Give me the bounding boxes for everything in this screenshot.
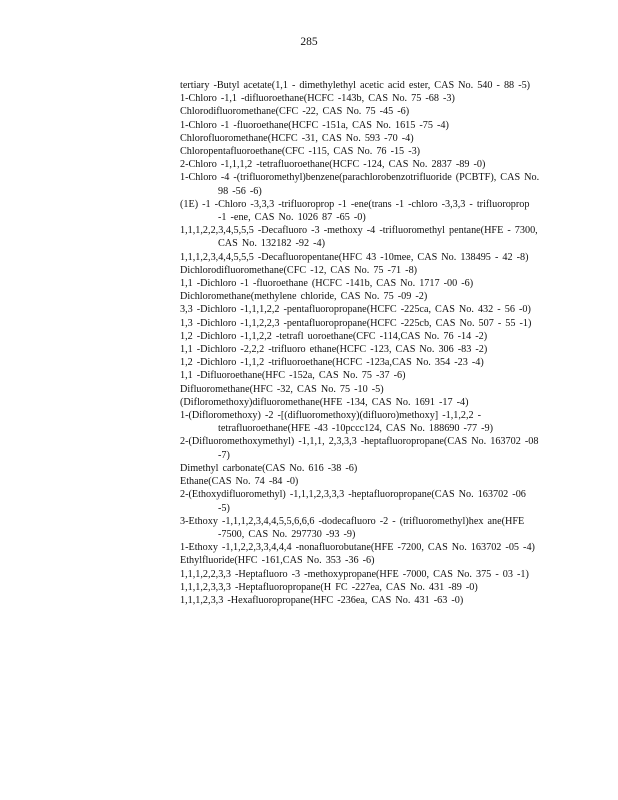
- chemical-entry: 1,1,1,2,2,3,4,5,5,5 -Decafluoro -3 -methoxy -4 -trifluoromethyl pentane(HFE - 7300, CAS No. 132182 -92 -4): [180, 225, 538, 250]
- chemical-entry: Dichlorodifluoromethane(CFC -12, CAS No. 75 -71 -8): [180, 264, 418, 276]
- chemical-entry: 1-Ethoxy -1,1,2,2,3,3,4,4,4 -nonafluorobutane(HFE -7200, CAS No. 163702 -05 -4): [180, 542, 535, 554]
- chemical-entry: 1,2 -Dichloro -1,1,2 -trifluoroethane(HCFC -123a,CAS No. 354 -23 -4): [180, 357, 484, 369]
- chemical-entry: tertiary -Butyl acetate(1,1 - dimethylethyl acetic acid ester, CAS No. 540 - 88 -5): [180, 80, 531, 91]
- chemical-entry: 1,1,1,2,3,4,4,5,5,5 -Decafluoropentane(HFC 43 -10mee, CAS No. 138495 - 42 -8): [180, 251, 529, 263]
- chemical-entry: 1,2 -Dichloro -1,1,2,2 -tetrafl uoroethane(CFC -114,CAS No. 76 -14 -2): [180, 330, 488, 342]
- chemical-entry: 1-Chloro -4 -(trifluoromethyl)benzene(parachlorobenzotrifluoride (PCBTF), CAS No. 98 -56 -6): [180, 172, 540, 197]
- page-number: 285: [300, 36, 318, 48]
- chemical-entry: 1-Chloro -1,1 -difluoroethane(HCFC -143b, CAS No. 75 -68 -3): [180, 93, 455, 105]
- chemical-entry: Ethylfluoride(HFC -161,CAS No. 353 -36 -6): [180, 555, 375, 567]
- chemical-entry: 1,1 -Difluoroethane(HFC -152a, CAS No. 75 -37 -6): [180, 370, 406, 382]
- chemical-entry: 1-Chloro -1 -fluoroethane(HCFC -151a, CAS No. 1615 -75 -4): [180, 119, 449, 131]
- chemical-entry: 2-(Difluoromethoxymethyl) -1,1,1, 2,3,3,3 -heptafluoropropane(CAS No. 163702 -08 -7): [180, 436, 539, 461]
- chemical-entry: Ethane(CAS No. 74 -84 -0): [180, 476, 299, 488]
- chemical-entry: 3,3 -Dichloro -1,1,1,2,2 -pentafluoropropane(HCFC -225ca, CAS No. 432 - 56 -0): [180, 304, 531, 316]
- chemical-entry: 1-(Difloromethoxy) -2 -[(difluoromethoxy)(difluoro)methoxy] -1,1,2,2 - tetrafluoroethane(HFE -43 -10pccc124, CAS No. 188690 -77 -9): [180, 410, 494, 435]
- chemical-entry: 1,1,1,2,2,3,3 -Heptafluoro -3 -methoxypropane(HFE -7000, CAS No. 375 - 03 -1): [180, 568, 529, 580]
- chemical-entry: 1,1,1,2,3,3,3 -Heptafluoropropane(H FC -227ea, CAS No. 431 -89 -0): [180, 581, 478, 593]
- chemical-entry: 1,1,1,2,3,3 -Hexafluoropropane(HFC -236ea, CAS No. 431 -63 -0): [180, 594, 464, 606]
- chemical-entry: (Difloromethoxy)difluoromethane(HFE -134, CAS No. 1691 -17 -4): [180, 396, 469, 408]
- chemical-entry: 3-Ethoxy -1,1,1,2,3,4,4,5,5,6,6,6 -dodecafluoro -2 - (trifluoromethyl)hex ane(HFE -7500, CAS No. 297730 -93 -9): [180, 515, 525, 540]
- chemical-entry: 1,1 -Dichloro -1 -fluoroethane (HCFC -141b, CAS No. 1717 -00 -6): [180, 278, 474, 290]
- chemical-entry: 1,3 -Dichloro -1,1,2,2,3 -pentafluoropropane(HCFC -225cb, CAS No. 507 - 55 -1): [180, 317, 532, 329]
- chemical-entry: 2-Chloro -1,1,1,2 -tetrafluoroethane(HCFC -124, CAS No. 2837 -89 -0): [180, 159, 486, 171]
- chemical-entry: Chlorofluoromethane(HCFC -31, CAS No. 593 -70 -4): [180, 132, 414, 144]
- chemical-entry: Difluoromethane(HFC -32, CAS No. 75 -10 -5): [180, 383, 384, 395]
- chemical-entry: Dichloromethane(methylene chloride, CAS No. 75 -09 -2): [180, 291, 428, 303]
- chemical-entry: 1,1 -Dichloro -2,2,2 -trifluoro ethane(HCFC -123, CAS No. 306 -83 -2): [180, 344, 488, 356]
- chemical-entry: Chloropentafluoroethane(CFC -115, CAS No. 76 -15 -3): [180, 146, 421, 158]
- chemical-entry: (1E) -1 -Chloro -3,3,3 -trifluoroprop -1 -ene(trans -1 -chloro -3,3,3 - trifluoroprop -1 -ene, CAS No. 1026 87 -65 -0): [180, 198, 530, 224]
- chemical-entry-list: [180, 79, 540, 607]
- chemical-entry: Dimethyl carbonate(CAS No. 616 -38 -6): [180, 462, 358, 474]
- chemical-entry: Chlorodifluoromethane(CFC -22, CAS No. 75 -45 -6): [180, 106, 410, 118]
- chemical-entry: 2-(Ethoxydifluoromethyl) -1,1,1,2,3,3,3 -heptafluoropropane(CAS No. 163702 -06 -5): [180, 489, 526, 514]
